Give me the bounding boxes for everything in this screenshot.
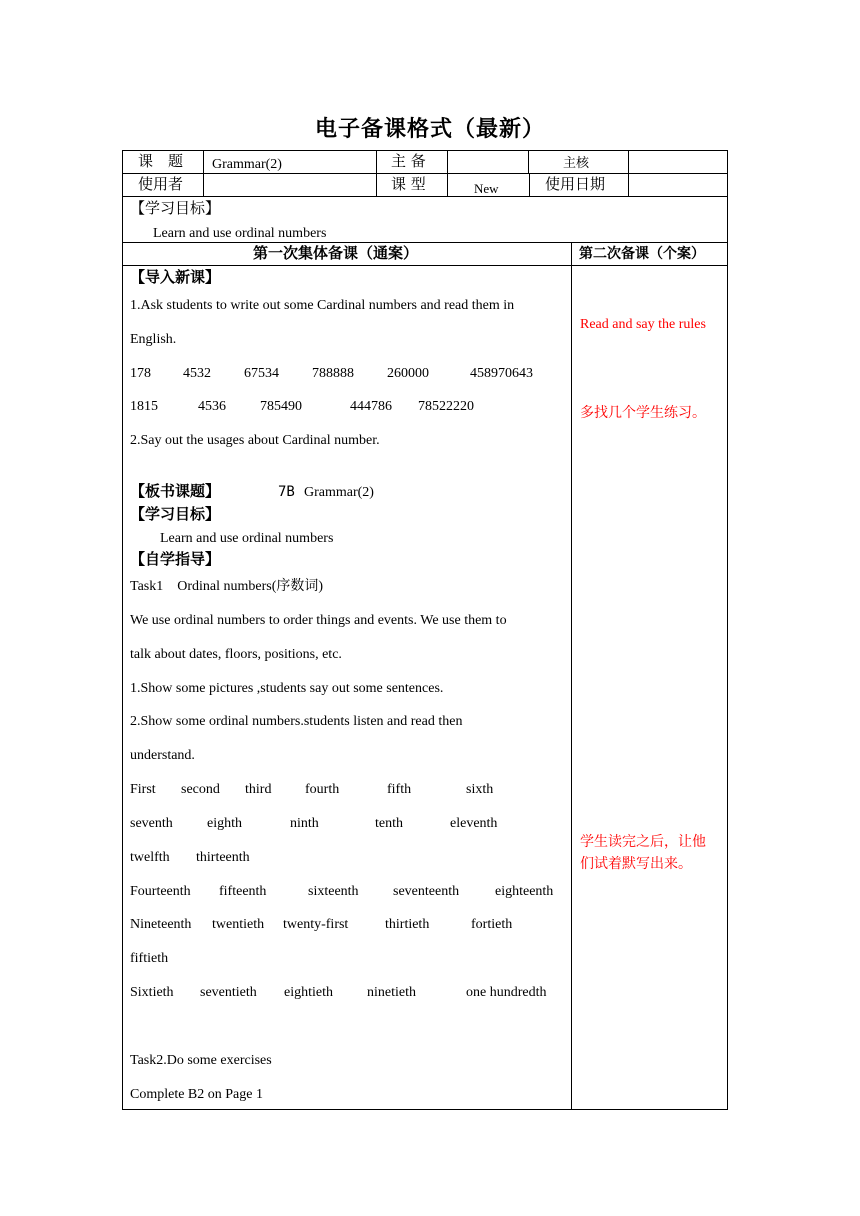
- objectives2-heading: 【学习目标】: [130, 505, 221, 523]
- ke-xing-value: New: [474, 181, 499, 196]
- ordinal-word: Sixtieth: [130, 985, 174, 1000]
- lead-in-line: 2.Say out the usages about Cardinal number.: [130, 433, 380, 448]
- teacher-note: 学生读完之后，让他: [580, 834, 706, 850]
- self-study-heading: 【自学指导】: [130, 550, 221, 568]
- task1-line: Task1 Ordinal numbers(序数词): [130, 579, 324, 594]
- objectives-heading: 【学习目标】: [130, 199, 221, 217]
- task2-line: Task2.Do some exercises: [130, 1053, 272, 1068]
- ordinal-word: fifth: [387, 782, 412, 797]
- complete-line: Complete B2 on Page 1: [130, 1087, 263, 1102]
- ordinal-word: eighth: [207, 816, 242, 831]
- ordinal-word: twenty-first: [283, 917, 349, 932]
- number-item: 788888: [312, 366, 354, 381]
- number-item: 78522220: [418, 399, 474, 414]
- ordinal-word: eighteenth: [495, 884, 554, 899]
- ke-ti-value: Grammar(2): [212, 157, 282, 172]
- teacher-note: 们试着默写出来。: [580, 856, 692, 872]
- number-item: 458970643: [470, 366, 533, 381]
- ordinal-word: ninth: [290, 816, 319, 831]
- board-code: 7B: [278, 484, 295, 500]
- board-topic: Grammar(2): [304, 485, 374, 500]
- teacher-note: 多找几个学生练习。: [580, 405, 706, 421]
- body-line: 1.Show some pictures ,students say out some sentences.: [130, 681, 444, 696]
- ordinal-word: tenth: [375, 816, 403, 831]
- ordinal-word: seventeenth: [393, 884, 460, 899]
- number-item: 1815: [130, 399, 158, 414]
- zhu-bei-label: 主 备: [391, 152, 426, 170]
- ke-ti-label: 课 题: [138, 152, 184, 170]
- ordinal-word: seventieth: [200, 985, 257, 1000]
- column-divider: [628, 150, 629, 196]
- ordinal-word: eightieth: [284, 985, 333, 1000]
- page-title: 电子备课格式（最新）: [314, 117, 545, 142]
- ordinal-word: fourth: [305, 782, 340, 797]
- left-column-heading: 第一次集体备课（通案）: [253, 244, 419, 262]
- body-line: 2.Show some ordinal numbers.students listen and read then: [130, 714, 463, 729]
- date-label: 使用日期: [545, 175, 606, 193]
- ordinal-word: second: [181, 782, 220, 797]
- right-column-heading: 第二次备课（个案）: [579, 246, 705, 262]
- ordinal-word: seventh: [130, 816, 173, 831]
- number-item: 444786: [350, 399, 392, 414]
- body-line: talk about dates, floors, positions, etc.: [130, 647, 342, 662]
- ordinal-word: Fourteenth: [130, 884, 191, 899]
- number-item: 178: [130, 366, 151, 381]
- column-divider: [571, 242, 572, 1110]
- ordinal-word: ninetieth: [367, 985, 416, 1000]
- ordinal-word: fifteenth: [219, 884, 267, 899]
- column-divider: [376, 150, 377, 196]
- teacher-note: Read and say the rules: [580, 317, 706, 332]
- ordinal-word: twelfth: [130, 850, 170, 865]
- number-item: 67534: [244, 366, 279, 381]
- ordinal-word: sixteenth: [308, 884, 359, 899]
- number-item: 785490: [260, 399, 302, 414]
- ke-xing-label: 课 型: [391, 175, 426, 193]
- objectives2-text: Learn and use ordinal numbers: [160, 531, 334, 546]
- column-divider: [203, 150, 204, 196]
- lead-in-heading: 【导入新课】: [130, 268, 221, 286]
- ordinal-word: eleventh: [450, 816, 498, 831]
- zhu-he-label: 主核: [563, 156, 590, 171]
- row-divider: [122, 265, 728, 266]
- ordinal-word: one hundredth: [466, 985, 547, 1000]
- objectives-text: Learn and use ordinal numbers: [153, 226, 327, 241]
- row-divider: [122, 196, 728, 197]
- number-item: 4536: [198, 399, 226, 414]
- ordinal-word: fiftieth: [130, 951, 169, 966]
- column-divider: [447, 150, 448, 196]
- body-line: understand.: [130, 748, 195, 763]
- column-divider: [528, 150, 529, 173]
- ordinal-word: fortieth: [471, 917, 513, 932]
- ordinal-word: twentieth: [212, 917, 265, 932]
- ordinal-word: Nineteenth: [130, 917, 192, 932]
- column-divider: [529, 173, 530, 196]
- body-line: We use ordinal numbers to order things and events. We use them to: [130, 613, 507, 628]
- number-item: 4532: [183, 366, 211, 381]
- user-label: 使用者: [138, 175, 184, 193]
- ordinal-word: thirteenth: [196, 850, 250, 865]
- ordinal-word: sixth: [466, 782, 494, 797]
- board-heading: 【板书课题】: [130, 482, 221, 500]
- number-item: 260000: [387, 366, 429, 381]
- lead-in-line: 1.Ask students to write out some Cardinal numbers and read them in: [130, 298, 515, 313]
- ordinal-word: third: [245, 782, 272, 797]
- lead-in-line: English.: [130, 332, 177, 347]
- ordinal-word: thirtieth: [385, 917, 430, 932]
- ordinal-word: First: [130, 782, 156, 797]
- table-frame: [122, 150, 728, 1110]
